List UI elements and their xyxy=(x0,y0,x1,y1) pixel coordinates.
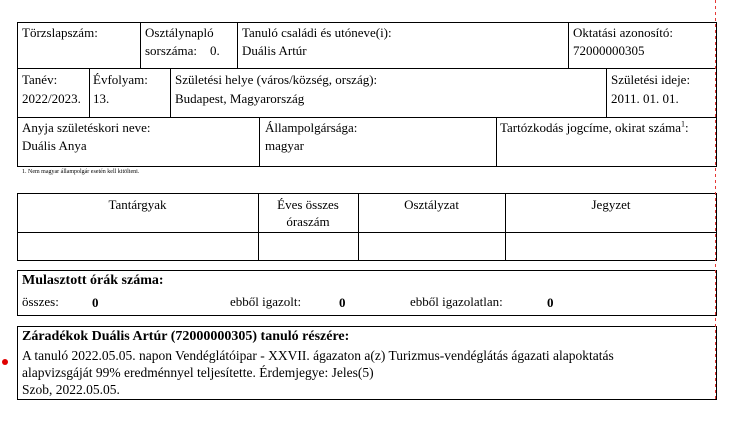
residence-title-colon: : xyxy=(685,120,689,135)
citizenship-label: Állampolgársága: xyxy=(265,120,358,135)
absences-excused-label: ebből igazolt: xyxy=(230,294,302,309)
clause-line-3: Szob, 2022.05.05. xyxy=(22,382,120,397)
divider xyxy=(496,117,497,167)
divider xyxy=(259,117,260,167)
col-header-grade: Osztályzat xyxy=(404,197,459,212)
mother-name-value: Duális Anya xyxy=(22,138,87,153)
birthdate-label: Születési ideje: xyxy=(611,72,691,87)
divider xyxy=(568,22,569,68)
margin-guide-line xyxy=(715,0,716,400)
birthplace-value: Budapest, Magyarország xyxy=(175,91,305,106)
col-header-notes: Jegyzet xyxy=(591,197,631,212)
divider xyxy=(89,68,90,117)
residence-title-text: Tartózkodás jogcíme, okirat száma xyxy=(500,120,682,135)
student-name-label: Tanuló családi és utóneve(i): xyxy=(242,25,392,40)
grade-level-value: 13. xyxy=(93,91,110,106)
clause-line-1: A tanuló 2022.05.05. napon Vendéglátóipar - XXVII. ágazaton a(z) Turizmus-vendéglátás ágazati alapoktatás xyxy=(22,348,614,363)
clauses-title: Záradékok Duális Artúr (72000000305) tanuló részére: xyxy=(22,329,350,344)
divider xyxy=(17,68,717,69)
absences-total-label: összes: xyxy=(22,294,59,309)
school-year-label: Tanév: xyxy=(22,72,58,87)
absences-unexcused-value: 0 xyxy=(547,295,554,310)
education-id-label: Oktatási azonosító: xyxy=(573,25,674,40)
birthplace-label: Születési helye (város/község, ország): xyxy=(175,72,378,87)
student-name-value: Duális Artúr xyxy=(242,43,307,58)
absences-excused-value: 0 xyxy=(339,295,346,310)
footnote-marker: 1 xyxy=(681,119,686,129)
col-header-subjects: Tantárgyak xyxy=(108,197,167,212)
birthdate-value: 2011. 01. 01. xyxy=(611,91,679,106)
education-id-value: 72000000305 xyxy=(573,43,645,58)
clause-line-2: alapvizsgáját 99% eredménnyel teljesítette. Érdemjegye: Jeles(5) xyxy=(22,365,374,380)
divider xyxy=(140,22,141,68)
osztalynaplo-label: Osztálynapló xyxy=(145,25,214,40)
mother-name-label: Anyja születéskori neve: xyxy=(22,120,151,135)
col-header-hours: Éves összes xyxy=(277,197,339,212)
citizenship-value: magyar xyxy=(265,138,304,153)
divider xyxy=(237,22,238,68)
divider xyxy=(170,68,171,117)
absences-total-value: 0 xyxy=(92,295,99,310)
grade-level-label: Évfolyam: xyxy=(93,72,148,87)
absences-title: Mulasztott órák száma: xyxy=(22,273,164,288)
divider xyxy=(17,232,717,233)
absences-unexcused-label: ebből igazolatlan: xyxy=(410,294,503,309)
osztalynaplo-label-2: sorszáma: xyxy=(145,43,197,58)
footnote: 1. Nem magyar állampolgár esetén kell kitölteni. xyxy=(22,169,140,175)
torzslapszam-label: Törzslapszám: xyxy=(22,25,98,40)
school-year-value: 2022/2023. xyxy=(22,91,81,106)
divider xyxy=(606,68,607,117)
col-header-hours-2: óraszám xyxy=(286,214,330,229)
divider xyxy=(17,117,717,118)
osztalynaplo-value: 0. xyxy=(210,43,220,58)
annotation-dot xyxy=(2,359,8,365)
residence-title-label xyxy=(500,120,689,136)
